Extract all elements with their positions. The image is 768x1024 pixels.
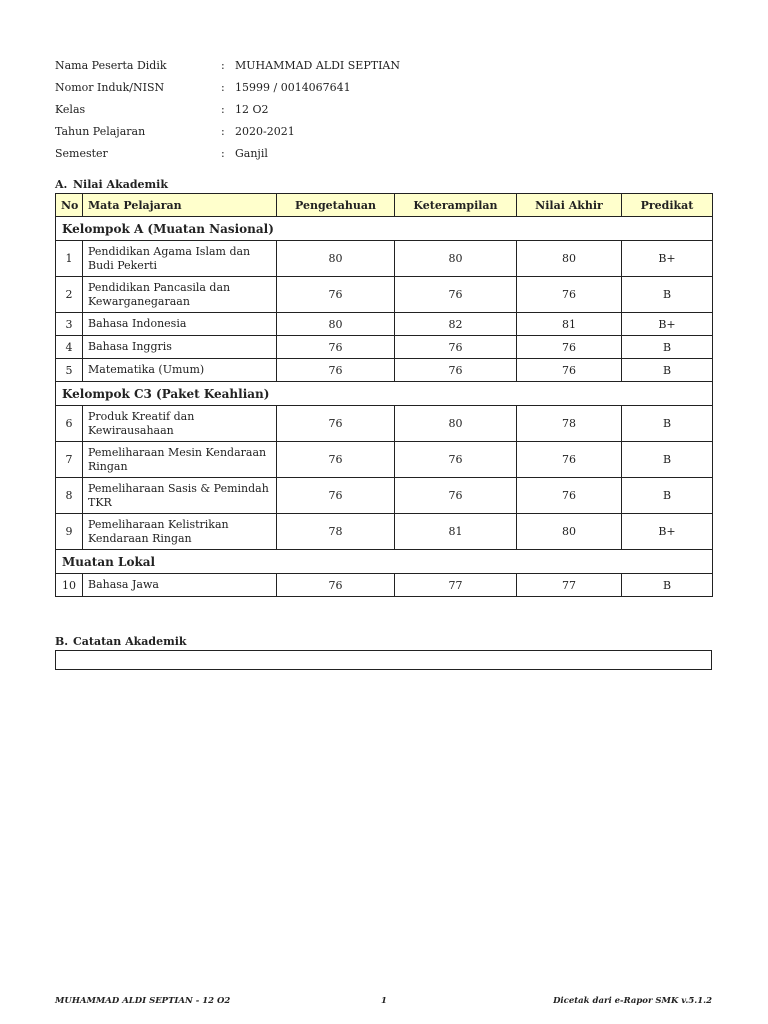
subject-name: Produk Kreatif dan Kewirausahaan	[83, 406, 277, 442]
info-colon: :	[221, 102, 225, 116]
score-keterampilan: 76	[395, 478, 517, 514]
score-keterampilan: 80	[395, 241, 517, 277]
score-pengetahuan: 78	[277, 514, 395, 550]
info-row-nisn	[55, 76, 400, 98]
table-row	[56, 478, 713, 514]
info-value: 15999 / 0014067641	[235, 80, 351, 94]
score-nilai-akhir: 76	[517, 336, 622, 359]
score-keterampilan: 77	[395, 574, 517, 597]
subject-name: Pemeliharaan Mesin Kendaraan Ringan	[83, 442, 277, 478]
score-pengetahuan: 76	[277, 336, 395, 359]
subject-name: Pendidikan Pancasila dan Kewarganegaraan	[83, 277, 277, 313]
row-number: 9	[56, 514, 83, 550]
score-keterampilan: 81	[395, 514, 517, 550]
predikat: B+	[622, 514, 713, 550]
section-number: A.	[55, 178, 68, 191]
score-pengetahuan: 80	[277, 241, 395, 277]
score-keterampilan: 80	[395, 406, 517, 442]
group-title: Muatan Lokal	[56, 550, 713, 574]
score-keterampilan: 76	[395, 359, 517, 382]
score-pengetahuan: 76	[277, 277, 395, 313]
info-row-class	[55, 98, 400, 120]
table-row	[56, 241, 713, 277]
info-label: Kelas	[55, 102, 86, 116]
predikat: B	[622, 336, 713, 359]
subject-name: Bahasa Jawa	[83, 574, 277, 597]
header-pengetahuan: Pengetahuan	[277, 194, 395, 217]
table-row	[56, 313, 713, 336]
score-keterampilan: 76	[395, 336, 517, 359]
info-value: 2020-2021	[235, 125, 295, 139]
section-label: Catatan Akademik	[73, 635, 187, 648]
info-colon: :	[221, 80, 225, 94]
table-row	[56, 406, 713, 442]
section-number: B.	[55, 635, 69, 648]
grades-table	[55, 193, 713, 597]
row-number: 6	[56, 406, 83, 442]
info-row-semester	[55, 143, 400, 165]
section-a-title	[55, 178, 168, 191]
subject-name: Pemeliharaan Kelistrikan Kendaraan Ringan	[83, 514, 277, 550]
info-colon: :	[221, 147, 225, 161]
row-number: 1	[56, 241, 83, 277]
footer-student: MUHAMMAD ALDI SEPTIAN - 12 O2	[55, 996, 231, 1006]
score-nilai-akhir: 77	[517, 574, 622, 597]
info-value: 12 O2	[235, 102, 269, 116]
academic-notes-box	[55, 650, 712, 670]
info-label: Tahun Pelajaran	[55, 125, 146, 139]
info-row-year	[55, 121, 400, 143]
grades-body	[56, 217, 713, 597]
score-nilai-akhir: 78	[517, 406, 622, 442]
predikat: B	[622, 359, 713, 382]
info-value: MUHAMMAD ALDI SEPTIAN	[235, 58, 400, 72]
table-row	[56, 514, 713, 550]
info-label: Nomor Induk/NISN	[55, 80, 165, 94]
score-nilai-akhir: 76	[517, 359, 622, 382]
score-keterampilan: 76	[395, 442, 517, 478]
score-pengetahuan: 76	[277, 442, 395, 478]
header-keterampilan: Keterampilan	[395, 194, 517, 217]
info-label: Semester	[55, 147, 108, 161]
student-info	[55, 54, 400, 165]
score-pengetahuan: 76	[277, 478, 395, 514]
score-nilai-akhir: 80	[517, 241, 622, 277]
score-keterampilan: 82	[395, 313, 517, 336]
score-nilai-akhir: 76	[517, 478, 622, 514]
group-row	[56, 217, 713, 241]
score-nilai-akhir: 81	[517, 313, 622, 336]
footer-printed-by: Dicetak dari e-Rapor SMK v.5.1.2	[553, 996, 712, 1006]
header-no: No	[56, 194, 83, 217]
header-nilai-akhir: Nilai Akhir	[517, 194, 622, 217]
header-predikat: Predikat	[622, 194, 713, 217]
predikat: B+	[622, 313, 713, 336]
score-pengetahuan: 76	[277, 359, 395, 382]
row-number: 8	[56, 478, 83, 514]
table-row	[56, 277, 713, 313]
score-nilai-akhir: 76	[517, 442, 622, 478]
subject-name: Matematika (Umum)	[83, 359, 277, 382]
group-row	[56, 550, 713, 574]
predikat: B	[622, 478, 713, 514]
predikat: B	[622, 442, 713, 478]
footer-page-number: 1	[381, 996, 387, 1006]
predikat: B	[622, 277, 713, 313]
info-colon: :	[221, 125, 225, 139]
group-title: Kelompok A (Muatan Nasional)	[56, 217, 713, 241]
group-title: Kelompok C3 (Paket Keahlian)	[56, 382, 713, 406]
score-pengetahuan: 76	[277, 574, 395, 597]
info-label: Nama Peserta Didik	[55, 58, 167, 72]
row-number: 5	[56, 359, 83, 382]
row-number: 7	[56, 442, 83, 478]
score-pengetahuan: 76	[277, 406, 395, 442]
subject-name: Pemeliharaan Sasis & Pemindah TKR	[83, 478, 277, 514]
subject-name: Pendidikan Agama Islam dan Budi Pekerti	[83, 241, 277, 277]
table-header-row	[56, 194, 713, 217]
subject-name: Bahasa Indonesia	[83, 313, 277, 336]
predikat: B	[622, 574, 713, 597]
header-subject: Mata Pelajaran	[83, 194, 277, 217]
row-number: 4	[56, 336, 83, 359]
row-number: 2	[56, 277, 83, 313]
score-keterampilan: 76	[395, 277, 517, 313]
row-number: 3	[56, 313, 83, 336]
info-row-name	[55, 54, 400, 76]
predikat: B+	[622, 241, 713, 277]
section-label: Nilai Akademik	[73, 178, 168, 191]
score-pengetahuan: 80	[277, 313, 395, 336]
table-row	[56, 574, 713, 597]
subject-name: Bahasa Inggris	[83, 336, 277, 359]
score-nilai-akhir: 76	[517, 277, 622, 313]
table-row	[56, 442, 713, 478]
section-b-title	[55, 635, 187, 648]
group-row	[56, 382, 713, 406]
info-colon: :	[221, 58, 225, 72]
table-row	[56, 336, 713, 359]
info-value: Ganjil	[235, 147, 268, 161]
row-number: 10	[56, 574, 83, 597]
predikat: B	[622, 406, 713, 442]
score-nilai-akhir: 80	[517, 514, 622, 550]
table-row	[56, 359, 713, 382]
